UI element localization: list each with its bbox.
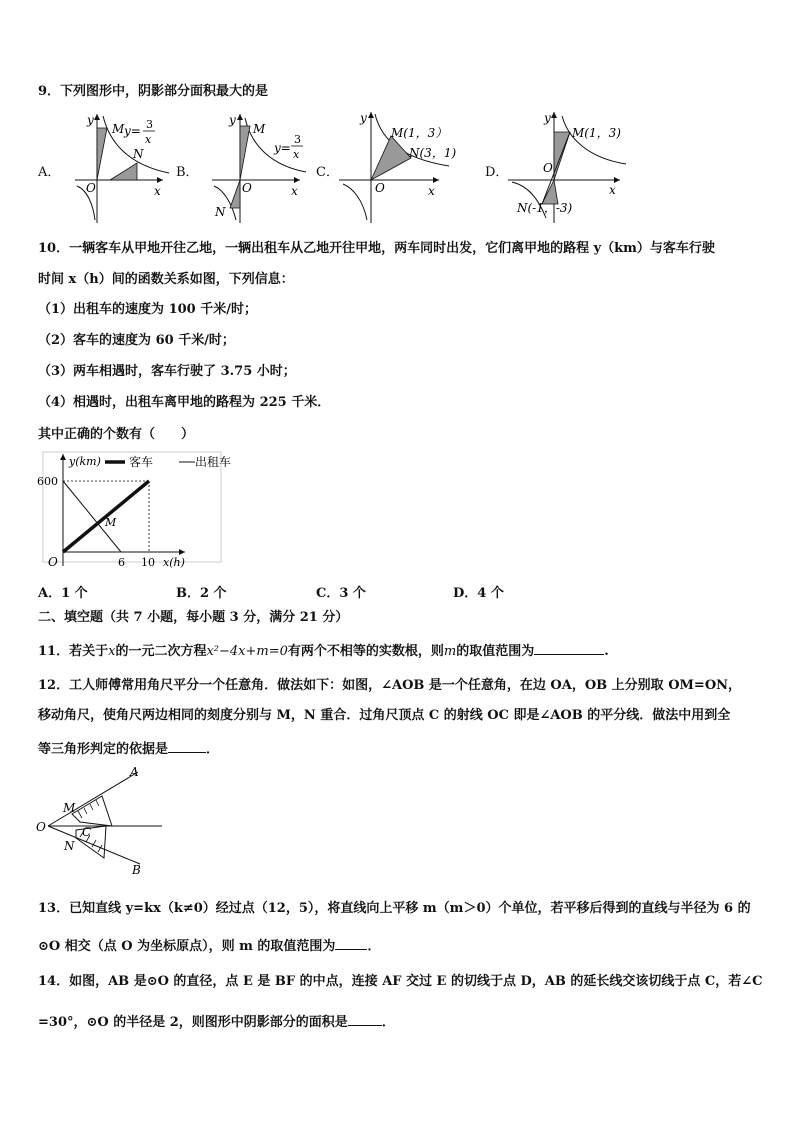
q11-tail: .: [604, 644, 609, 659]
meeting-point-label: M: [105, 516, 117, 529]
q11-answer-blank[interactable]: [534, 640, 604, 655]
q9-option-c-label: C．: [316, 165, 339, 180]
q9-graph-c: [339, 108, 479, 223]
fraction-numerator: 3: [294, 133, 301, 146]
point-n-label: N: [215, 205, 226, 219]
q10-option-a: A．1 个: [38, 586, 88, 601]
axis-x-label: x: [428, 184, 435, 198]
tick-x-6: 6: [118, 556, 125, 569]
q13-tail: ．: [367, 939, 381, 954]
q10-question: 其中正确的个数有（ ）: [38, 427, 195, 442]
q10-statement-4: （4）相遇时，出租车离甲地的路程为 225 千米．: [38, 395, 331, 410]
axis-x-label: x: [154, 184, 161, 198]
axis-y-label: y: [87, 113, 94, 127]
q12-text: 等三角形判定的依据是: [38, 742, 169, 757]
origin-label: O: [543, 161, 553, 175]
q13-stem-line-2: [38, 935, 380, 956]
axis-x-label: x(h): [163, 556, 185, 569]
tick-y-600: 600: [37, 475, 58, 488]
q12-angle-ruler-figure: [36, 764, 171, 876]
point-m-label: M: [253, 122, 266, 136]
q14-answer-blank[interactable]: [348, 1011, 382, 1026]
function-label: y=: [124, 124, 141, 138]
origin-label: O: [86, 181, 96, 195]
origin-label: O: [48, 555, 58, 569]
point-m-label: M(1，3）: [391, 126, 448, 140]
q9-graph-b: [212, 108, 307, 223]
point-m-label: M: [63, 801, 76, 815]
q9-graph-a: [75, 108, 170, 223]
point-m-label: M(1，3): [572, 126, 621, 140]
q9-graph-d: [508, 108, 628, 223]
q12-tail: ．: [206, 742, 220, 757]
axis-x-label: x: [609, 183, 616, 197]
section-2-heading: 二、填空题（共 7 小题，每小题 3 分，满分 21 分）: [38, 610, 349, 625]
function-label: y=: [274, 141, 291, 155]
q12-answer-blank[interactable]: [168, 738, 206, 753]
q13-answer-blank[interactable]: [335, 935, 367, 950]
q14-tail: ．: [381, 1015, 395, 1030]
axis-x-label: x: [291, 184, 298, 198]
axis-y-label: y(km): [69, 455, 101, 468]
q11-text-end: 的取值范围为: [456, 644, 535, 659]
q9-option-a-label: A．: [38, 165, 61, 180]
q10-statement-1: （1）出租车的速度为 100 千米/时；: [38, 302, 257, 317]
q11-var-x: x: [108, 644, 116, 659]
point-n-label: N(3，1): [409, 146, 457, 160]
q10-statement-2: （2）客车的速度为 60 千米/时；: [38, 333, 235, 348]
q11-text-mid: 的一元二次方程: [115, 644, 207, 659]
q14-stem-line-1: 14．如图，AB 是⊙O 的直径，点 E 是 BF 的中点，连接 AF 交过 E 的切线于点 D，AB 的延长线交该切线于点 C，若∠C: [38, 974, 763, 989]
origin-label: O: [375, 181, 385, 195]
q14-stem-line-2: [38, 1011, 395, 1032]
q11-stem: [38, 640, 609, 661]
q10-statement-3: （3）两车相遇时，客车行驶了 3.75 小时；: [38, 364, 296, 379]
origin-label: O: [242, 181, 252, 195]
point-o-label: O: [36, 820, 46, 834]
point-c-label: C: [82, 825, 92, 839]
point-n-label: N: [133, 147, 144, 161]
q10-option-c: C．3 个: [316, 586, 366, 601]
q10-option-d: D．4 个: [453, 586, 504, 601]
fraction-denominator: x: [293, 148, 300, 161]
q9-option-b-label: B．: [176, 165, 199, 180]
q11-equation: x²−4x+m=0: [206, 644, 288, 659]
q12-stem-line-1: 12．工人师傅常用角尺平分一个任意角．做法如下：如图，∠AOB 是一个任意角，在边 OA，OB 上分别取 OM=ON，: [38, 678, 742, 693]
q10-stem-line-2: 时间 x（h）间的函数关系如图，下列信息：: [38, 272, 294, 287]
point-n-label: N(-1，-3): [517, 201, 573, 215]
point-n-label: N: [64, 839, 75, 853]
q12-stem-line-3: [38, 738, 219, 759]
fraction-denominator: x: [145, 133, 152, 146]
q10-stem-line-1: 10．一辆客车从甲地开往乙地，一辆出租车从乙地开往甲地，两车同时出发，它们离甲地的路程 y（km）与客车行驶: [38, 241, 715, 256]
point-m-label: M: [112, 122, 125, 136]
legend-bus-label: 客车: [129, 455, 154, 469]
q11-var-m: m: [443, 644, 457, 659]
axis-y-label: y: [544, 111, 551, 125]
q10-distance-time-graph: [35, 448, 232, 570]
fraction-numerator: 3: [146, 118, 153, 131]
q9-stem: 9．下列图形中，阴影部分面积最大的是: [38, 84, 269, 99]
point-b-label: B: [132, 863, 141, 877]
q11-text-post: 有两个不相等的实数根，则: [287, 644, 444, 659]
q12-stem-line-2: 移动角尺，使角尺两边相同的刻度分别与 M，N 重合．过角尺顶点 C 的射线 OC 即是∠AOB 的平分线．做法中用到全: [38, 708, 731, 723]
q9-option-d-label: D．: [485, 165, 509, 180]
q14-text: =30°，⊙O 的半径是 2，则图形中阴影部分的面积是: [38, 1015, 348, 1030]
point-a-label: A: [130, 765, 139, 779]
tick-x-10: 10: [141, 556, 155, 569]
axis-y-label: y: [229, 113, 236, 127]
q13-stem-line-1: 13．已知直线 y=kx（k≠0）经过点（12，5），将直线向上平移 m（m＞0）个单位，若平移后得到的直线与半径为 6 的: [38, 901, 751, 916]
q13-text: ⊙O 相交（点 O 为坐标原点），则 m 的取值范围为: [38, 939, 336, 954]
axis-y-label: y: [360, 111, 367, 125]
q10-option-b: B．2 个: [176, 586, 227, 601]
q11-text-pre: 11．若关于: [38, 644, 109, 659]
legend-taxi-label: 出租车: [195, 455, 232, 469]
